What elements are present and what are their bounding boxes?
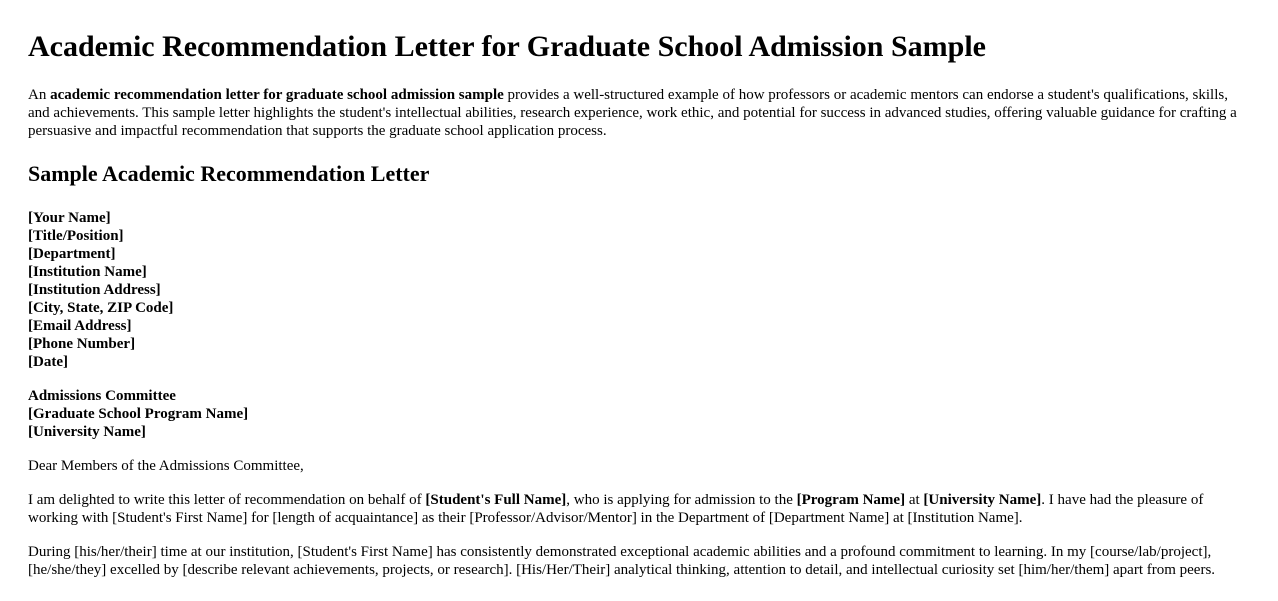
intro-text-start: An — [28, 87, 51, 103]
sender-institution: [Institution Name] — [28, 264, 147, 280]
recipient-committee: Admissions Committee — [28, 388, 176, 404]
sender-phone: [Phone Number] — [28, 336, 136, 352]
para1-text-2: , who is applying for admission to the — [566, 492, 797, 508]
body-paragraph-2: During [his/her/their] time at our institution, [Student's First Name] has consistently demonstrated exceptional academic abilities and a profound commitment to learning. In my [course/lab/project], [he/she/they] excelled by [describe relevant achievements, projects, or research]. [His/Her/Their] analytical thinking, attention to detail, and intellectual curiosity set [him/her/them] apart from peers. — [28, 544, 1216, 578]
sender-department: [Department] — [28, 246, 116, 262]
letter-date: [Date] — [28, 354, 68, 370]
sender-name: [Your Name] — [28, 210, 111, 226]
para1-student-name: [Student's Full Name] — [425, 492, 567, 508]
recipient-university: [University Name] — [28, 424, 146, 440]
para1-text-3: at — [905, 492, 924, 508]
para1-text-1: I am delighted to write this letter of recommendation on behalf of — [28, 492, 426, 508]
sender-email: [Email Address] — [28, 318, 132, 334]
body-paragraph-1 — [28, 491, 1250, 527]
section-heading: Sample Academic Recommendation Letter — [28, 161, 430, 186]
sender-address-block — [28, 209, 1250, 371]
intro-paragraph — [28, 86, 1250, 140]
sender-title: [Title/Position] — [28, 228, 124, 244]
recipient-address-block — [28, 387, 1250, 441]
recipient-program: [Graduate School Program Name] — [28, 406, 249, 422]
sender-institution-address: [Institution Address] — [28, 282, 161, 298]
intro-text-end: provides a well-structured example of how professors or academic mentors can endorse a student's qualifications, skills, and achievements. This sample letter highlights the student's intellectual abilities, research experience, work ethic, and potential for success in advanced studies, offering valuable guidance for crafting a persuasive and impactful recommendation that supports the graduate school application process. — [28, 87, 1237, 139]
para1-university-name: [University Name] — [923, 492, 1042, 508]
para1-program-name: [Program Name] — [796, 492, 906, 508]
sender-city-state-zip: [City, State, ZIP Code] — [28, 300, 174, 316]
para1-text-4: . I have had the pleasure of working with [Student's First Name] for [length of acquaintance] as their [Professor/Advisor/Mentor] in the Department of [Department Name] at [Institution Name]. — [28, 492, 1204, 526]
intro-bold-phrase: academic recommendation letter for graduate school admission sample — [50, 87, 504, 103]
salutation: Dear Members of the Admissions Committee, — [28, 458, 304, 474]
page-title: Academic Recommendation Letter for Graduate School Admission Sample — [28, 30, 986, 63]
